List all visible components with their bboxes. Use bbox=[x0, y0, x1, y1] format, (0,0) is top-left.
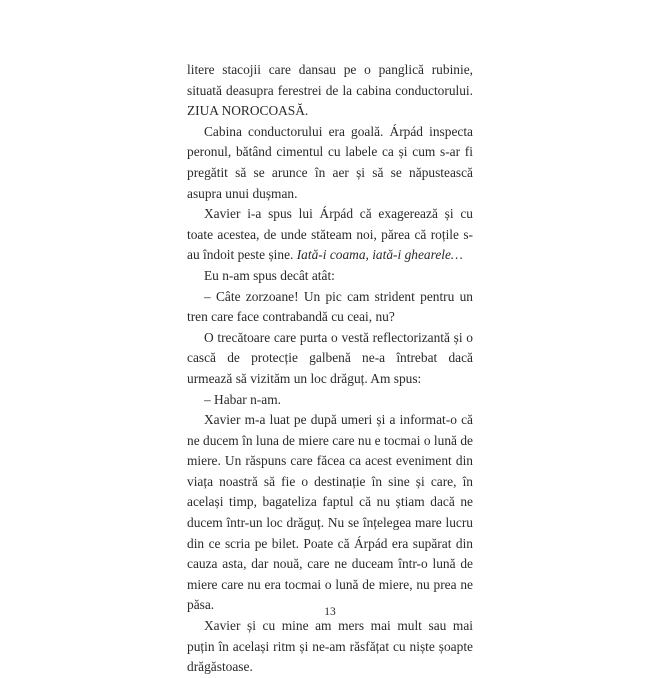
paragraph-text: litere stacojii care dansau pe o panglică rubinie, situată deasupra ferestrei de la cabina conductorului. ZIUA NOROCOASĂ. bbox=[187, 62, 473, 119]
paragraph-text: – Habar n-am. bbox=[204, 391, 281, 407]
paragraph-text: O trecătoare care purta o vestă reflectorizantă și o cască de protecție galbenă ne-a întrebat dacă urmează să vizităm un loc drăguț. Am spus: bbox=[187, 329, 473, 386]
paragraph bbox=[187, 122, 473, 204]
italic-text: Iată-i coama, iată-i ghearele… bbox=[296, 247, 463, 263]
body-text bbox=[187, 60, 473, 678]
paragraph bbox=[187, 266, 473, 287]
page-number: 13 bbox=[324, 606, 336, 618]
paragraph bbox=[187, 328, 473, 390]
paragraph-text: Xavier i-a spus lui Árpád că exagerează și cu toate acestea, de unde stăteam noi, părea că roțile s-au îndoit peste șine. bbox=[187, 206, 473, 263]
paragraph bbox=[187, 60, 473, 122]
paragraph bbox=[187, 390, 473, 411]
paragraph-text: Xavier și cu mine am mers mai mult sau mai puțin în același ritm și ne-am răsfățat cu niște șoapte drăgăstoase. bbox=[187, 618, 473, 675]
paragraph-text: Cabina conductorului era goală. Árpád inspecta peronul, bătând cimentul cu labele ca și cum s-ar fi pregătit să se arunce în aer și să se năpustească asupra unui dușman. bbox=[187, 123, 473, 201]
paragraph-text: Eu n-am spus decât atât: bbox=[204, 267, 335, 283]
paragraph bbox=[187, 287, 473, 328]
paragraph-text: – Câte zorzoane! Un pic cam strident pentru un tren care face contrabandă cu ceai, nu? bbox=[187, 288, 473, 325]
paragraph bbox=[187, 410, 473, 616]
paragraph bbox=[187, 204, 473, 266]
paragraph-text: Xavier m-a luat pe după umeri și a informat-o că ne ducem în luna de miere care nu e tocmai o lună de miere. Un răspuns care făcea ca acest eveniment din viața noastră să fie o destinație în sine și care, în același timp, bagateliza faptul că nu știam dacă ne ducem într-un loc drăguț. Nu se înțelegea mare lucru din ce scria pe bilet. Poate că Árpád era supărat din cauza asta, dar nouă, care ne duceam într-o lună de miere care nu era tocmai o lună de miere, nu prea ne păsa. bbox=[187, 412, 473, 613]
paragraph bbox=[187, 616, 473, 678]
